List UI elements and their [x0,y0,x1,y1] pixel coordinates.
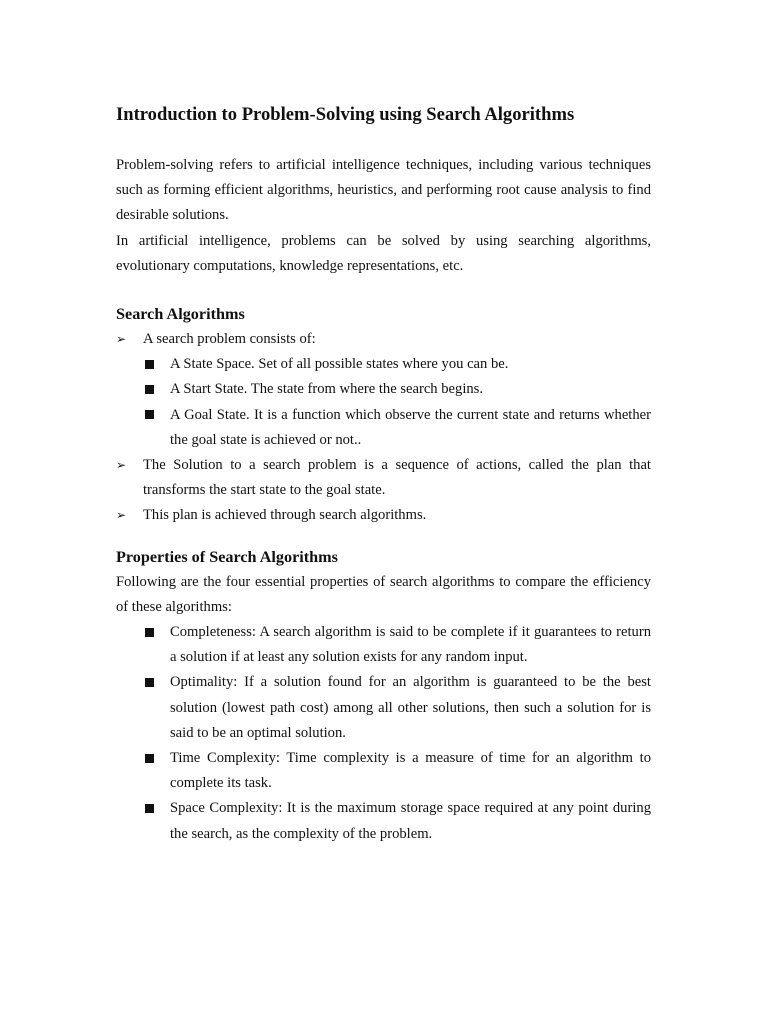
intro-paragraph-1: Problem-solving refers to artificial intelligence techniques, including various techniques such as forming efficient algorithms, heuristics, and performing root cause analysis to find desirable solutions. [116,157,651,224]
properties-heading: Properties of Search Algorithms [116,547,338,566]
list-item-text: A Goal State. It is a function which observe the current state and returns whether the goal state is achieved or not.. [170,406,651,448]
list-item-text: Optimality: If a solution found for an algorithm is guaranteed to be the best solution (lowest path cost) among all other solutions, then such a solution for is said to be an optimal solution. [170,674,651,741]
document-page [116,101,651,847]
document-title: Introduction to Problem-Solving using Search Algorithms [116,104,575,125]
properties-intro-paragraph: Following are the four essential properties of search algorithms to compare the efficiency of these algorithms: [116,573,651,615]
list-item [143,620,651,670]
arrow-bullet-icon: ➢ [116,332,127,347]
list-item [143,377,651,402]
search-problem-list [116,327,651,352]
list-item-text: A Start State. The state from where the search begins. [170,381,483,398]
list-item [143,352,651,377]
arrow-bullet-icon: ➢ [116,458,127,473]
list-item-text: Space Complexity: It is the maximum storage space required at any point during the search, as the complexity of the problem. [170,800,651,842]
search-solution-list [116,453,651,529]
list-item [143,403,651,453]
list-item [143,670,651,746]
square-bullet-icon [145,410,154,419]
list-item-text: Time Complexity: Time complexity is a measure of time for an algorithm to complete its task. [170,750,651,792]
list-item-text: This plan is achieved through search algorithms. [143,507,427,524]
square-bullet-icon [145,754,154,763]
square-bullet-icon [145,385,154,394]
list-item [143,796,651,846]
square-bullet-icon [145,360,154,369]
list-item-text: A search problem consists of: [143,331,316,348]
search-algorithms-heading: Search Algorithms [116,305,245,324]
intro-paragraph-2: In artificial intelligence, problems can be solved by using searching algorithms, evolutionary computations, knowledge representations, etc. [116,232,651,274]
list-item-text: The Solution to a search problem is a sequence of actions, called the plan that transforms the start state to the goal state. [143,457,651,499]
arrow-bullet-icon: ➢ [116,508,127,523]
list-item [116,503,651,528]
list-item-text: Completeness: A search algorithm is said to be complete if it guarantees to return a solution if at least any solution exists for any random input. [170,624,651,666]
properties-list [116,620,651,847]
list-item [116,327,651,352]
square-bullet-icon [145,804,154,813]
list-item [143,746,651,796]
search-problem-sublist [116,352,651,453]
square-bullet-icon [145,628,154,637]
list-item [116,453,651,503]
list-item-text: A State Space. Set of all possible states where you can be. [170,356,509,373]
square-bullet-icon [145,678,154,687]
